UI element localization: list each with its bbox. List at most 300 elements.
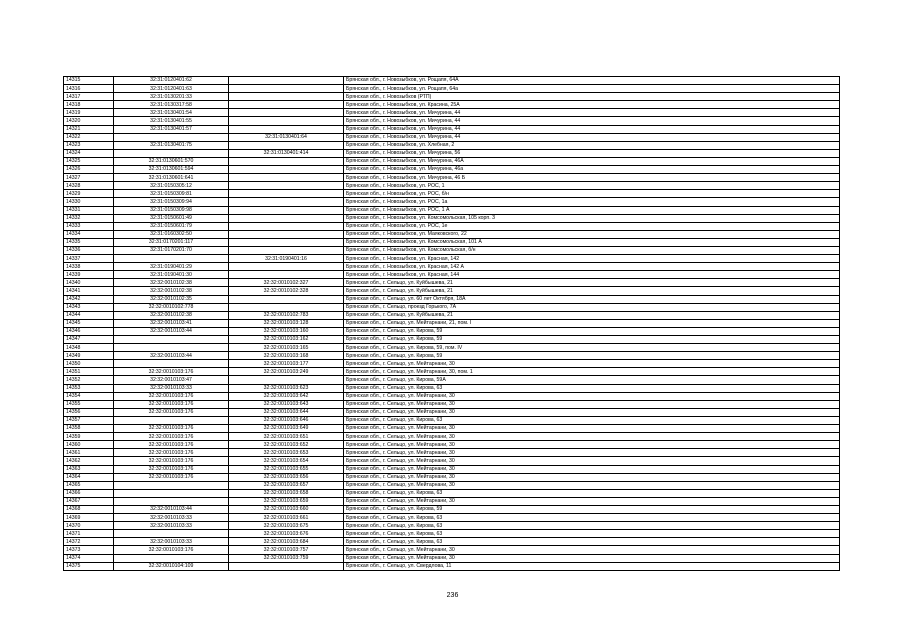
row-number-cell: 14323 — [64, 141, 114, 149]
table-row — [64, 376, 840, 384]
cadastral-number-cell: 32:31:0130601:594 — [114, 166, 229, 174]
cadastral-number-cell: 32:31:0150601:49 — [114, 214, 229, 222]
cadastral-number-cell: 32:32:0010102:35 — [114, 295, 229, 303]
linked-cadastral-number-cell — [229, 190, 344, 198]
address-cell: Брянская обл., г. Сельцо, ул. Кирова, 63 — [344, 530, 840, 538]
linked-cadastral-number-cell — [229, 222, 344, 230]
table-row — [64, 206, 840, 214]
table-row — [64, 157, 840, 165]
linked-cadastral-number-cell: 32:32:0010103:649 — [229, 425, 344, 433]
row-number-cell: 14366 — [64, 489, 114, 497]
cadastral-number-cell: 32:31:0150309:94 — [114, 198, 229, 206]
address-cell: Брянская обл., г. Сельцо, ул. Мейтарнани, 30 — [344, 425, 840, 433]
linked-cadastral-number-cell: 32:32:0010102:783 — [229, 311, 344, 319]
address-cell: Брянская обл., г. Сельцо, ул. Мейтарнани, 30 — [344, 554, 840, 562]
cadastral-number-cell: 32:31:0190401:29 — [114, 263, 229, 271]
table-row — [64, 101, 840, 109]
table-row — [64, 546, 840, 554]
address-cell: Брянская обл., г. Сельцо, ул. Кирова, 63 — [344, 384, 840, 392]
cadastral-number-cell: 32:32:0010103:176 — [114, 392, 229, 400]
table-row — [64, 416, 840, 424]
row-number-cell: 14373 — [64, 546, 114, 554]
address-cell: Брянская обл., г. Сельцо, ул. Кирова, 59 — [344, 505, 840, 513]
address-cell: Брянская обл., г. Сельцо, ул. Мейтарнани, 30 — [344, 433, 840, 441]
row-number-cell: 14320 — [64, 117, 114, 125]
linked-cadastral-number-cell: 32:32:0010103:646 — [229, 416, 344, 424]
address-cell: Брянская обл., г. Новозыбков, ул. Мичурина, 44 — [344, 133, 840, 141]
address-cell: Брянская обл., г. Новозыбков, ул. РОС, 1е — [344, 222, 840, 230]
linked-cadastral-number-cell — [229, 303, 344, 311]
table-row — [64, 530, 840, 538]
address-cell: Брянская обл., г. Сельцо, ул. Мейтарнани, 30, пом. 1 — [344, 368, 840, 376]
table-row — [64, 344, 840, 352]
table-row — [64, 287, 840, 295]
address-cell: Брянская обл., г. Сельцо, ул. Мейтарнани, 30 — [344, 457, 840, 465]
address-cell: Брянская обл., г. Новозыбков, ул. РОС, 1 А — [344, 206, 840, 214]
table-row — [64, 238, 840, 246]
table-row — [64, 311, 840, 319]
address-cell: Брянская обл., г. Сельцо, ул. Мейтарнани, 30 — [344, 465, 840, 473]
row-number-cell: 14334 — [64, 230, 114, 238]
address-cell: Брянская обл., г. Сельцо, ул. Мейтарнани, 30 — [344, 473, 840, 481]
linked-cadastral-number-cell: 32:32:0010103:651 — [229, 433, 344, 441]
cadastral-number-cell: 32:32:0010103:33 — [114, 538, 229, 546]
address-cell: Брянская обл., г. Новозыбков, ул. Комсомольская, б/н — [344, 246, 840, 254]
table-row — [64, 449, 840, 457]
address-cell: Брянская обл., г. Сельцо, ул. Мейтарнани, 30 — [344, 497, 840, 505]
cadastral-number-cell: 32:31:0130401:57 — [114, 125, 229, 133]
cadastral-number-cell: 32:31:0130401:75 — [114, 141, 229, 149]
row-number-cell: 14359 — [64, 433, 114, 441]
row-number-cell: 14364 — [64, 473, 114, 481]
page-number: 236 — [446, 592, 459, 599]
address-cell: Брянская обл., г. Сельцо, ул. Кирова, 63 — [344, 522, 840, 530]
linked-cadastral-number-cell: 32:32:0010103:249 — [229, 368, 344, 376]
cadastral-number-cell — [114, 360, 229, 368]
linked-cadastral-number-cell: 32:32:0010103:654 — [229, 457, 344, 465]
row-number-cell: 14343 — [64, 303, 114, 311]
cadastral-number-cell: 32:31:0190401:30 — [114, 271, 229, 279]
cadastral-number-cell: 32:31:0160302:50 — [114, 230, 229, 238]
table-row — [64, 198, 840, 206]
table-row — [64, 465, 840, 473]
cadastral-number-cell: 32:32:0010103:176 — [114, 433, 229, 441]
cadastral-number-cell: 32:32:0010103:176 — [114, 546, 229, 554]
address-cell: Брянская обл., г. Сельцо, ул. Мейтарнани, 21, пом. I — [344, 319, 840, 327]
row-number-cell: 14368 — [64, 505, 114, 513]
linked-cadastral-number-cell: 32:32:0010103:655 — [229, 465, 344, 473]
address-cell: Брянская обл., г. Новозыбков, ул. Хлебная, 2 — [344, 141, 840, 149]
row-number-cell: 14333 — [64, 222, 114, 230]
cadastral-number-cell: 32:32:0010103:176 — [114, 449, 229, 457]
cadastral-number-cell: 32:32:0010103:176 — [114, 400, 229, 408]
row-number-cell: 14360 — [64, 441, 114, 449]
row-number-cell: 14349 — [64, 352, 114, 360]
row-number-cell: 14361 — [64, 449, 114, 457]
row-number-cell: 14317 — [64, 93, 114, 101]
table-row — [64, 505, 840, 513]
address-cell: Брянская обл., г. Сельцо, ул. Куйбышева, 21 — [344, 287, 840, 295]
cadastral-number-cell — [114, 149, 229, 157]
address-cell: Брянская обл., г. Новозыбков, ул. Красная, 142 А — [344, 263, 840, 271]
address-cell: Брянская обл., г. Новозыбков, ул. Мичурина, 44 — [344, 109, 840, 117]
address-cell: Брянская обл., г. Новозыбков, ул. Мичурина, 46 Б — [344, 174, 840, 182]
linked-cadastral-number-cell: 32:32:0010103:165 — [229, 344, 344, 352]
address-cell: Брянская обл., г. Новозыбков, ул. Мичурина, 46А — [344, 157, 840, 165]
table-row — [64, 246, 840, 254]
cadastral-number-cell — [114, 497, 229, 505]
table-row — [64, 166, 840, 174]
table-row — [64, 125, 840, 133]
row-number-cell: 14329 — [64, 190, 114, 198]
table-row — [64, 368, 840, 376]
linked-cadastral-number-cell — [229, 238, 344, 246]
cadastral-number-cell — [114, 416, 229, 424]
row-number-cell: 14371 — [64, 530, 114, 538]
address-cell: Брянская обл., г. Новозыбков, ул. Мичурина, 56 — [344, 149, 840, 157]
table-row — [64, 230, 840, 238]
linked-cadastral-number-cell — [229, 206, 344, 214]
table-row — [64, 279, 840, 287]
linked-cadastral-number-cell — [229, 271, 344, 279]
address-cell: Брянская обл., г. Сельцо, ул. Кирова, 59, пом. IV — [344, 344, 840, 352]
cadastral-number-cell: 32:31:0150601:79 — [114, 222, 229, 230]
row-number-cell: 14344 — [64, 311, 114, 319]
row-number-cell: 14351 — [64, 368, 114, 376]
row-number-cell: 14370 — [64, 522, 114, 530]
cadastral-number-cell: 32:31:0130601:570 — [114, 157, 229, 165]
table-row — [64, 336, 840, 344]
address-cell: Брянская обл., г. Сельцо, ул. Мейтарнани, 30 — [344, 449, 840, 457]
linked-cadastral-number-cell: 32:32:0010103:623 — [229, 384, 344, 392]
row-number-cell: 14350 — [64, 360, 114, 368]
table-row — [64, 93, 840, 101]
address-cell: Брянская обл., г. Сельцо, ул. Мейтарнани, 30 — [344, 360, 840, 368]
table-row — [64, 562, 840, 570]
row-number-cell: 14327 — [64, 174, 114, 182]
row-number-cell: 14374 — [64, 554, 114, 562]
linked-cadastral-number-cell: 32:32:0010103:644 — [229, 408, 344, 416]
table-row — [64, 538, 840, 546]
address-cell: Брянская обл., г. Сельцо, ул. Мейтарнани, 30 — [344, 400, 840, 408]
cadastral-number-cell: 32:31:0150309:98 — [114, 206, 229, 214]
table-row — [64, 554, 840, 562]
linked-cadastral-number-cell: 32:32:0010103:759 — [229, 554, 344, 562]
linked-cadastral-number-cell: 32:32:0010103:653 — [229, 449, 344, 457]
cadastral-number-cell — [114, 344, 229, 352]
row-number-cell: 14352 — [64, 376, 114, 384]
cadastral-number-cell: 32:32:0010103:176 — [114, 408, 229, 416]
table-row — [64, 214, 840, 222]
address-cell: Брянская обл., г. Новозыбков, ул. РОС, 1 — [344, 182, 840, 190]
linked-cadastral-number-cell: 32:32:0010103:652 — [229, 441, 344, 449]
table-row — [64, 263, 840, 271]
row-number-cell: 14363 — [64, 465, 114, 473]
table-row — [64, 303, 840, 311]
row-number-cell: 14357 — [64, 416, 114, 424]
table-row — [64, 174, 840, 182]
table-row — [64, 295, 840, 303]
cadastral-number-cell: 32:32:0010103:33 — [114, 384, 229, 392]
address-cell: Брянская обл., г. Новозыбков (РТП) — [344, 93, 840, 101]
linked-cadastral-number-cell — [229, 141, 344, 149]
row-number-cell: 14332 — [64, 214, 114, 222]
table-row — [64, 133, 840, 141]
address-cell: Брянская обл., г. Новозыбков, ул. Красная, 142 — [344, 255, 840, 263]
cadastral-number-cell — [114, 336, 229, 344]
table-row — [64, 425, 840, 433]
row-number-cell: 14342 — [64, 295, 114, 303]
table-row — [64, 360, 840, 368]
address-cell: Брянская обл., г. Сельцо, ул. Куйбышева, 21 — [344, 279, 840, 287]
table-row — [64, 352, 840, 360]
linked-cadastral-number-cell: 32:31:0190401:16 — [229, 255, 344, 263]
cadastral-number-cell — [114, 133, 229, 141]
row-number-cell: 14358 — [64, 425, 114, 433]
linked-cadastral-number-cell — [229, 295, 344, 303]
table-row — [64, 408, 840, 416]
cadastral-number-cell: 32:31:0130601:641 — [114, 174, 229, 182]
address-cell: Брянская обл., г. Сельцо, ул. Кирова, 59А — [344, 376, 840, 384]
address-cell: Брянская обл., г. Сельцо, ул. Кирова, 63 — [344, 538, 840, 546]
cadastral-number-cell: 32:32:0010102:38 — [114, 287, 229, 295]
table-row — [64, 514, 840, 522]
table-row — [64, 497, 840, 505]
address-cell: Брянская обл., г. Сельцо, ул. Свердлова, 11 — [344, 562, 840, 570]
cadastral-number-cell: 32:31:0170201:70 — [114, 246, 229, 254]
row-number-cell: 14362 — [64, 457, 114, 465]
cadastral-number-cell: 32:32:0010103:176 — [114, 425, 229, 433]
address-cell: Брянская обл., г. Сельцо, ул. Куйбышева, 21 — [344, 311, 840, 319]
cadastral-number-cell: 32:32:0010103:176 — [114, 441, 229, 449]
table-row — [64, 457, 840, 465]
cadastral-number-cell: 32:32:0010103:44 — [114, 352, 229, 360]
address-cell: Брянская обл., г. Сельцо, ул. Кирова, 63 — [344, 416, 840, 424]
cadastral-number-cell: 32:32:0010103:44 — [114, 327, 229, 335]
row-number-cell: 14353 — [64, 384, 114, 392]
address-cell: Брянская обл., г. Новозыбков, ул. Красина, 25А — [344, 101, 840, 109]
table-row — [64, 522, 840, 530]
address-cell: Брянская обл., г. Сельцо, ул. Мейтарнани, 30 — [344, 481, 840, 489]
table-row — [64, 433, 840, 441]
cadastral-number-cell: 32:31:0150309:81 — [114, 190, 229, 198]
linked-cadastral-number-cell: 32:32:0010103:660 — [229, 505, 344, 513]
row-number-cell: 14337 — [64, 255, 114, 263]
linked-cadastral-number-cell — [229, 117, 344, 125]
linked-cadastral-number-cell: 32:32:0010103:659 — [229, 497, 344, 505]
row-number-cell: 14318 — [64, 101, 114, 109]
table-row — [64, 441, 840, 449]
row-number-cell: 14375 — [64, 562, 114, 570]
linked-cadastral-number-cell — [229, 85, 344, 93]
cadastral-number-cell: 32:32:0010103:176 — [114, 368, 229, 376]
address-cell: Брянская обл., г. Новозыбков, ул. Комсомольская, 101 А — [344, 238, 840, 246]
cadastral-number-cell — [114, 554, 229, 562]
address-cell: Брянская обл., г. Сельцо, ул. Кирова, 59 — [344, 336, 840, 344]
linked-cadastral-number-cell — [229, 198, 344, 206]
row-number-cell: 14319 — [64, 109, 114, 117]
row-number-cell: 14328 — [64, 182, 114, 190]
address-cell: Брянская обл., г. Сельцо, ул. Мейтарнани, 30 — [344, 392, 840, 400]
row-number-cell: 14341 — [64, 287, 114, 295]
cadastral-number-cell: 32:31:0130401:54 — [114, 109, 229, 117]
address-cell: Брянская обл., г. Сельцо, ул. Мейтарнани, 30 — [344, 408, 840, 416]
cadastral-number-cell: 32:32:0010103:47 — [114, 376, 229, 384]
address-cell: Брянская обл., г. Сельцо, ул. Мейтарнани, 30 — [344, 546, 840, 554]
linked-cadastral-number-cell — [229, 246, 344, 254]
cadastral-number-cell: 32:32:0010102:778 — [114, 303, 229, 311]
address-cell: Брянская обл., г. Сельцо, ул. 60 лет Октября, 18А — [344, 295, 840, 303]
table-row — [64, 473, 840, 481]
row-number-cell: 14347 — [64, 336, 114, 344]
address-cell: Брянская обл., г. Сельцо, ул. Кирова, 59 — [344, 352, 840, 360]
linked-cadastral-number-cell: 32:32:0010103:676 — [229, 530, 344, 538]
address-cell: Брянская обл., г. Новозыбков, ул. Красная, 144 — [344, 271, 840, 279]
linked-cadastral-number-cell — [229, 77, 344, 85]
address-cell: Брянская обл., г. Сельцо, проезд Горького, 7А — [344, 303, 840, 311]
cadastral-number-cell — [114, 255, 229, 263]
table-row — [64, 255, 840, 263]
row-number-cell: 14355 — [64, 400, 114, 408]
table-row — [64, 182, 840, 190]
row-number-cell: 14331 — [64, 206, 114, 214]
cadastral-number-cell: 32:31:0130317:58 — [114, 101, 229, 109]
linked-cadastral-number-cell: 32:32:0010103:657 — [229, 481, 344, 489]
row-number-cell: 14325 — [64, 157, 114, 165]
row-number-cell: 14372 — [64, 538, 114, 546]
cadastral-number-cell: 32:32:0010103:33 — [114, 522, 229, 530]
table-row — [64, 271, 840, 279]
row-number-cell: 14348 — [64, 344, 114, 352]
address-cell: Брянская обл., г. Новозыбков, ул. Рощапя, 64а — [344, 85, 840, 93]
cadastral-number-cell: 32:32:0010104:109 — [114, 562, 229, 570]
row-number-cell: 14316 — [64, 85, 114, 93]
cadastral-number-cell: 32:31:0120401:63 — [114, 85, 229, 93]
table-row — [64, 489, 840, 497]
cadastral-number-cell: 32:31:0150305:12 — [114, 182, 229, 190]
linked-cadastral-number-cell: 32:32:0010103:656 — [229, 473, 344, 481]
registry-table-body — [64, 77, 840, 571]
row-number-cell: 14330 — [64, 198, 114, 206]
cadastral-number-cell: 32:32:0010102:38 — [114, 279, 229, 287]
row-number-cell: 14367 — [64, 497, 114, 505]
linked-cadastral-number-cell — [229, 182, 344, 190]
cadastral-number-cell: 32:31:0120401:62 — [114, 77, 229, 85]
row-number-cell: 14365 — [64, 481, 114, 489]
address-cell: Брянская обл., г. Сельцо, ул. Мейтарнани, 30 — [344, 441, 840, 449]
table-row — [64, 85, 840, 93]
linked-cadastral-number-cell: 32:32:0010103:661 — [229, 514, 344, 522]
address-cell: Брянская обл., г. Новозыбков, ул. Мичурина, 44 — [344, 117, 840, 125]
linked-cadastral-number-cell — [229, 214, 344, 222]
address-cell: Брянская обл., г. Новозыбков, ул. РОС, 1а — [344, 198, 840, 206]
registry-table — [63, 76, 840, 571]
address-cell: Брянская обл., г. Сельцо, ул. Кирова, 63 — [344, 514, 840, 522]
row-number-cell: 14335 — [64, 238, 114, 246]
linked-cadastral-number-cell: 32:32:0010103:642 — [229, 392, 344, 400]
cadastral-number-cell: 32:32:0010103:176 — [114, 473, 229, 481]
cadastral-number-cell: 32:32:0010103:33 — [114, 514, 229, 522]
linked-cadastral-number-cell — [229, 109, 344, 117]
linked-cadastral-number-cell: 32:32:0010103:684 — [229, 538, 344, 546]
cadastral-number-cell: 32:31:0170201:117 — [114, 238, 229, 246]
row-number-cell: 14339 — [64, 271, 114, 279]
linked-cadastral-number-cell: 32:32:0010103:643 — [229, 400, 344, 408]
linked-cadastral-number-cell: 32:32:0010103:757 — [229, 546, 344, 554]
table-row — [64, 149, 840, 157]
table-row — [64, 392, 840, 400]
row-number-cell: 14321 — [64, 125, 114, 133]
address-cell: Брянская обл., г. Новозыбков, ул. Маяковского, 22 — [344, 230, 840, 238]
row-number-cell: 14326 — [64, 166, 114, 174]
table-row — [64, 400, 840, 408]
table-row — [64, 109, 840, 117]
row-number-cell: 14336 — [64, 246, 114, 254]
linked-cadastral-number-cell: 32:32:0010103:160 — [229, 327, 344, 335]
cadastral-number-cell: 32:32:0010103:41 — [114, 319, 229, 327]
linked-cadastral-number-cell — [229, 101, 344, 109]
address-cell: Брянская обл., г. Новозыбков, ул. Комсомольская, 105 корп. 3 — [344, 214, 840, 222]
linked-cadastral-number-cell: 32:32:0010103:658 — [229, 489, 344, 497]
cadastral-number-cell: 32:32:0010102:38 — [114, 311, 229, 319]
linked-cadastral-number-cell: 32:32:0010103:177 — [229, 360, 344, 368]
address-cell: Брянская обл., г. Сельцо, ул. Кирова, 63 — [344, 489, 840, 497]
table-row — [64, 190, 840, 198]
cadastral-number-cell: 32:32:0010103:44 — [114, 505, 229, 513]
row-number-cell: 14338 — [64, 263, 114, 271]
cadastral-number-cell: 32:32:0010103:176 — [114, 457, 229, 465]
address-cell: Брянская обл., г. Новозыбков, ул. Мичурина, 44 — [344, 125, 840, 133]
linked-cadastral-number-cell: 32:32:0010102:328 — [229, 287, 344, 295]
table-row — [64, 327, 840, 335]
linked-cadastral-number-cell — [229, 263, 344, 271]
linked-cadastral-number-cell — [229, 230, 344, 238]
linked-cadastral-number-cell — [229, 93, 344, 101]
table-row — [64, 117, 840, 125]
linked-cadastral-number-cell: 32:32:0010103:168 — [229, 352, 344, 360]
cadastral-number-cell: 32:31:0130201:33 — [114, 93, 229, 101]
table-row — [64, 222, 840, 230]
address-cell: Брянская обл., г. Новозыбков, ул. РОС, б/н — [344, 190, 840, 198]
table-row — [64, 319, 840, 327]
address-cell: Брянская обл., г. Новозыбков, ул. Мичурина, 46а — [344, 166, 840, 174]
linked-cadastral-number-cell: 32:32:0010103:128 — [229, 319, 344, 327]
linked-cadastral-number-cell: 32:31:0130401:64 — [229, 133, 344, 141]
cadastral-number-cell: 32:32:0010103:176 — [114, 465, 229, 473]
linked-cadastral-number-cell: 32:32:0010103:675 — [229, 522, 344, 530]
row-number-cell: 14345 — [64, 319, 114, 327]
address-cell: Брянская обл., г. Новозыбков, ул. Рощапя, 64А — [344, 77, 840, 85]
linked-cadastral-number-cell — [229, 376, 344, 384]
table-row — [64, 141, 840, 149]
row-number-cell: 14322 — [64, 133, 114, 141]
linked-cadastral-number-cell — [229, 562, 344, 570]
linked-cadastral-number-cell — [229, 174, 344, 182]
address-cell: Брянская обл., г. Сельцо, ул. Кирова, 59 — [344, 327, 840, 335]
row-number-cell: 14324 — [64, 149, 114, 157]
linked-cadastral-number-cell: 32:31:0130401:414 — [229, 149, 344, 157]
table-row — [64, 384, 840, 392]
linked-cadastral-number-cell: 32:32:0010102:327 — [229, 279, 344, 287]
linked-cadastral-number-cell — [229, 157, 344, 165]
cadastral-number-cell: 32:31:0130401:55 — [114, 117, 229, 125]
row-number-cell: 14369 — [64, 514, 114, 522]
linked-cadastral-number-cell: 32:32:0010103:162 — [229, 336, 344, 344]
table-row — [64, 77, 840, 85]
row-number-cell: 14354 — [64, 392, 114, 400]
row-number-cell: 14315 — [64, 77, 114, 85]
linked-cadastral-number-cell — [229, 125, 344, 133]
